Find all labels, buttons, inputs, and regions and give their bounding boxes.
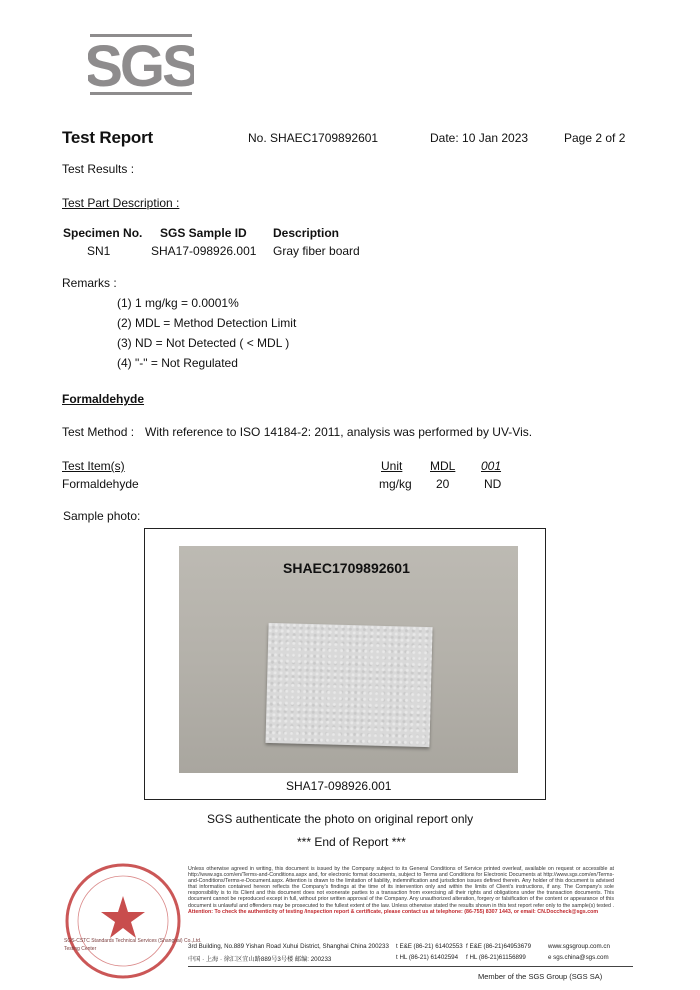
test-results-label: Test Results :	[62, 162, 135, 176]
stamp-line-2: Testing Center	[64, 946, 97, 952]
unit-value: mg/kg	[379, 477, 412, 491]
report-date: Date: 10 Jan 2023	[430, 131, 529, 145]
specimen-no: SN1	[87, 244, 111, 258]
test-method-label: Test Method :	[62, 425, 135, 439]
unit-header: Unit	[381, 459, 403, 473]
testing-center-stamp	[62, 860, 184, 982]
photo-caption: SHA17-098926.001	[286, 779, 392, 793]
member-line: Member of the SGS Group (SGS SA)	[478, 972, 603, 981]
attention-text: Attention: To check the authenticity of testing /inspection report & certificate, please contact us at telephone: (86-755) 8307 1443, or email: CN.Doccheck@sgs.com	[188, 908, 599, 915]
remarks-label: Remarks :	[62, 276, 117, 290]
stamp-line-1: SGS-CSTC Standards Technical Services (Shanghai) Co.,Ltd.	[64, 938, 202, 944]
report-header	[62, 128, 632, 148]
authenticate-note: SGS authenticate the photo on original report only	[207, 812, 474, 826]
sample-id: SHA17-098926.001	[151, 244, 257, 258]
description: Gray fiber board	[273, 244, 360, 258]
specimen-header: Specimen No.	[63, 226, 143, 240]
website[interactable]: www.sgsgroup.com.cn	[548, 943, 610, 950]
test-method-text: With reference to ISO 14184-2: 2011, analysis was performed by UV-Vis.	[145, 425, 533, 439]
remark-item: (4) "-" = Not Regulated	[117, 356, 238, 370]
star-icon	[101, 896, 145, 938]
photo-overlay-id: SHAEC1709892601	[283, 560, 410, 576]
remark-item: (3) ND = Not Detected ( < MDL )	[117, 336, 290, 350]
sample-photo	[179, 546, 518, 773]
logo-text: SGS	[88, 34, 194, 96]
page-number: Page 2 of 2	[564, 131, 626, 145]
sample-photo-frame	[144, 528, 546, 800]
mdl-header: MDL	[430, 459, 456, 473]
fax-cn: f HL (86-21)61156899	[466, 954, 526, 961]
sgs-logo	[88, 34, 194, 99]
fiber-board-image	[265, 623, 432, 747]
description-header: Description	[273, 226, 340, 240]
sample-col-header: 001	[481, 459, 502, 473]
part-description-label: Test Part Description :	[62, 196, 180, 210]
footer-divider	[188, 966, 633, 967]
section-title: Formaldehyde	[62, 392, 145, 406]
remark-item: (2) MDL = Method Detection Limit	[117, 316, 297, 330]
mdl-value: 20	[436, 477, 450, 491]
remark-item: (1) 1 mg/kg = 0.0001%	[117, 296, 239, 310]
test-item: Formaldehyde	[62, 477, 139, 491]
footer-disclaimer	[188, 866, 614, 915]
disclaimer-text: Unless otherwise agreed in writing, this document is issued by the Company subject to its General Conditions of Service printed overleaf, available on request or accessible at http://www.sgs.com/en/Terms-and-Conditions.aspx and, for electronic format documents, subject to Terms and Conditions for Electronic Documents at http://www.sgs.com/en/Terms-and-Conditions/Terms-e-Document.aspx. Attention is drawn to the limitation of liability, indemnification and jurisdiction issues defined therein. Any holder of this document is advised that information contained hereon reflects the Company's findings at the time of its intervention only and within the limits of Client's instructions, if any. The Company's sole responsibility is to its Client and this document does not exonerate parties to a transaction from exercising all their rights and obligations under the transaction documents. This document cannot be reproduced except in full, without prior written approval of the Company. Any unauthorized alteration, forgery or falsification of the content or appearance of this document is unlawful and offenders may be prosecuted to the fullest extent of the law. Unless otherwise stated the results shown in this test report refer only to the sample(s) tested .	[188, 866, 614, 909]
tel-cn: t HL (86-21) 61402594	[396, 954, 459, 961]
test-item-header: Test Item(s)	[62, 459, 125, 473]
sample-id-header: SGS Sample ID	[160, 226, 247, 240]
fax-en: f E&E (86-21)64953679	[466, 943, 532, 950]
address-en: 3rd Building, No.889 Yishan Road Xuhui District, Shanghai China 200233	[188, 943, 389, 950]
email[interactable]: e sgs.china@sgs.com	[548, 954, 609, 961]
end-of-report: *** End of Report ***	[297, 835, 406, 849]
stamp-text	[64, 937, 201, 953]
report-number: No. SHAEC1709892601	[248, 131, 379, 145]
tel-en: t E&E (86-21) 61402553	[396, 943, 463, 950]
report-title: Test Report	[62, 128, 153, 147]
sample-photo-label: Sample photo:	[63, 509, 141, 523]
result-value: ND	[484, 477, 502, 491]
address-cn: 中国 · 上海 · 徐汇区宜山路889号3号楼 邮编: 200233	[188, 956, 332, 963]
